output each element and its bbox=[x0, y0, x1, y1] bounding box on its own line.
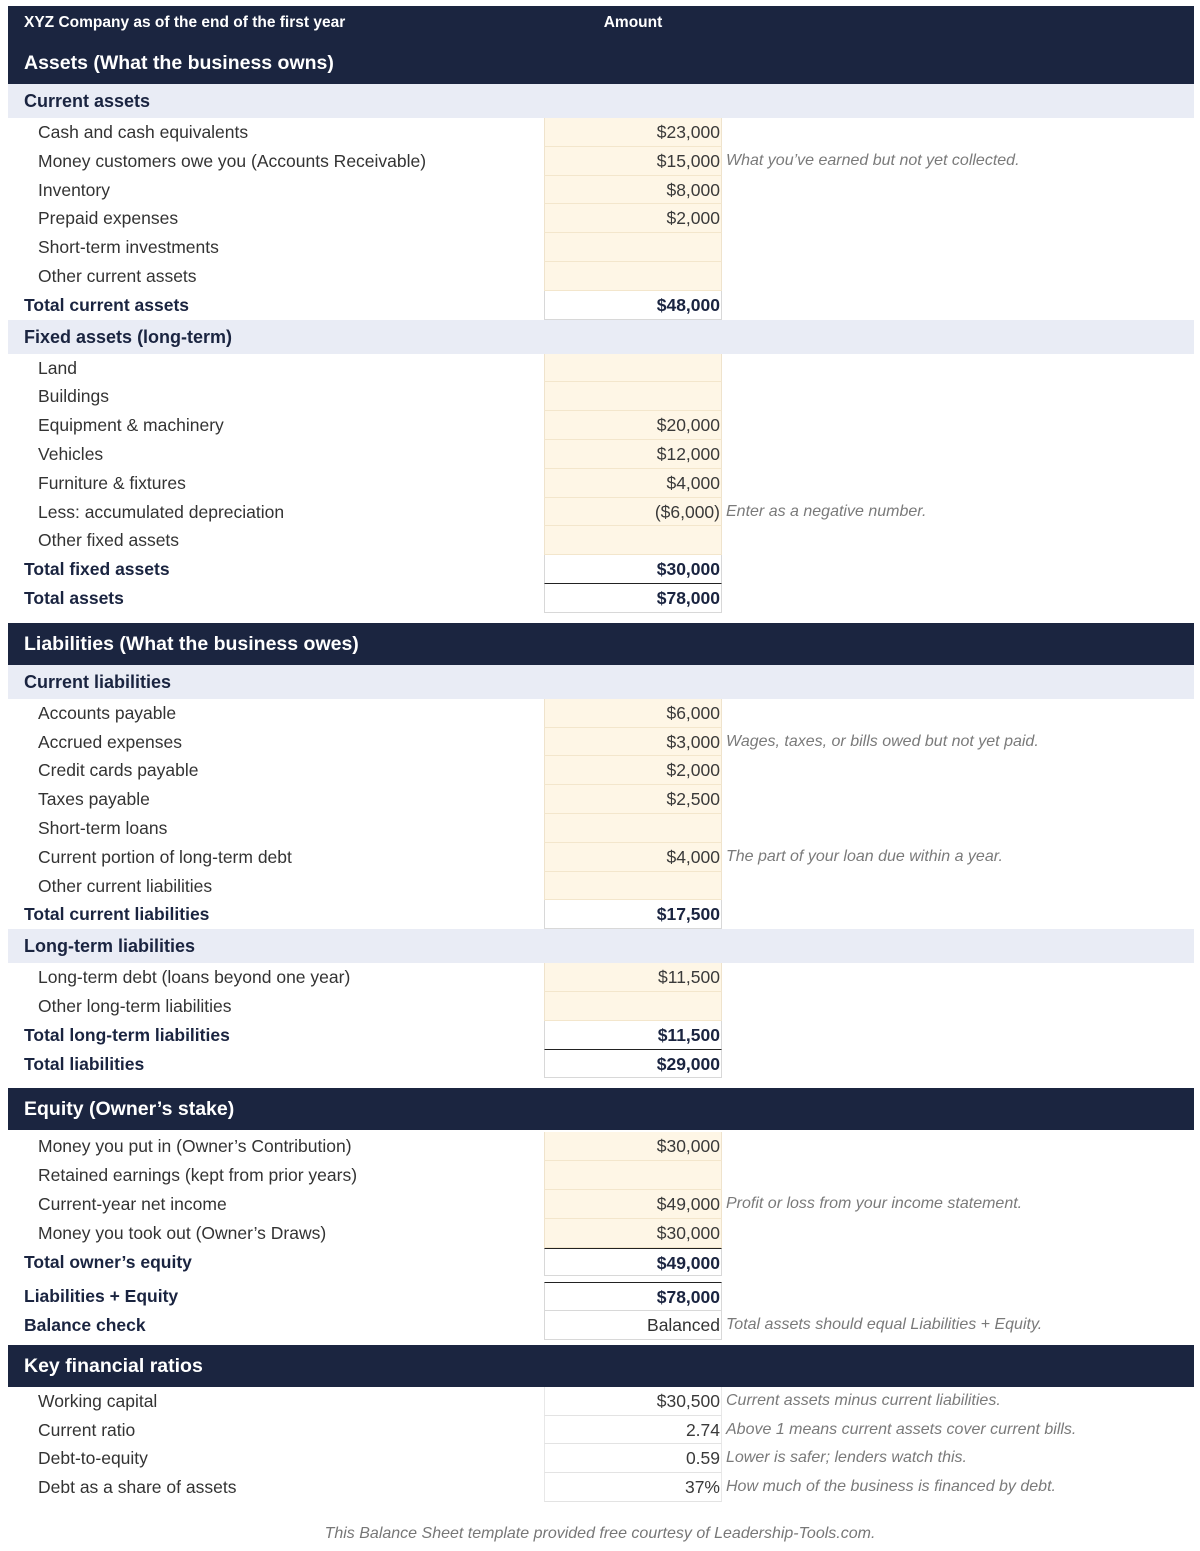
line-item-label: Debt-to-equity bbox=[38, 1448, 148, 1469]
line-item-row bbox=[8, 354, 1194, 383]
total-liabilities-row bbox=[8, 1050, 1194, 1079]
total-equity-row bbox=[8, 1248, 1194, 1277]
line-item-row bbox=[8, 728, 1194, 757]
total-assets-row bbox=[8, 584, 1194, 613]
row-note: Enter as a negative number. bbox=[726, 502, 927, 520]
row-note: Profit or loss from your income statement. bbox=[726, 1194, 1023, 1212]
long-term-liabilities-rows bbox=[8, 963, 1194, 1021]
total-current-assets-value[interactable]: $48,000 bbox=[544, 291, 722, 320]
balance-check-row bbox=[8, 1311, 1194, 1340]
total-label: Total long-term liabilities bbox=[24, 1024, 230, 1045]
line-item-label: Less: accumulated depreciation bbox=[38, 501, 285, 522]
line-item-label: Equipment & machinery bbox=[38, 415, 224, 436]
line-item-label: Inventory bbox=[38, 179, 110, 200]
line-item-row bbox=[8, 1219, 1194, 1248]
equity-rows bbox=[8, 1132, 1194, 1247]
line-item-row bbox=[8, 756, 1194, 785]
line-item-row bbox=[8, 843, 1194, 872]
amount-cell[interactable]: $2,500 bbox=[544, 785, 722, 814]
total-assets-value[interactable]: $78,000 bbox=[544, 584, 722, 613]
amount-cell[interactable] bbox=[544, 262, 722, 291]
amount-cell[interactable]: $4,000 bbox=[544, 843, 722, 872]
row-note: Lower is safer; lenders watch this. bbox=[726, 1449, 967, 1467]
total-label: Liabilities + Equity bbox=[24, 1286, 179, 1307]
current-liabilities-rows bbox=[8, 699, 1194, 901]
line-item-label: Other long-term liabilities bbox=[38, 995, 232, 1016]
long-term-liabilities-header: Long-term liabilities bbox=[8, 929, 1194, 963]
line-item-row bbox=[8, 1473, 1194, 1502]
line-item-row bbox=[8, 1387, 1194, 1416]
current-liabilities-header: Current liabilities bbox=[8, 665, 1194, 699]
amount-cell[interactable]: $4,000 bbox=[544, 469, 722, 498]
amount-cell[interactable] bbox=[544, 872, 722, 901]
amount-cell[interactable] bbox=[544, 526, 722, 555]
line-item-row bbox=[8, 176, 1194, 205]
line-item-row bbox=[8, 498, 1194, 527]
amount-cell[interactable]: $30,500 bbox=[544, 1387, 722, 1416]
amount-cell[interactable]: $12,000 bbox=[544, 440, 722, 469]
line-item-label: Prepaid expenses bbox=[38, 208, 179, 229]
current-assets-rows bbox=[8, 118, 1194, 291]
total-equity-value[interactable]: $49,000 bbox=[544, 1248, 722, 1277]
row-note: How much of the business is financed by debt. bbox=[726, 1478, 1056, 1496]
amount-cell[interactable]: 0.59 bbox=[544, 1444, 722, 1473]
line-item-label: Buildings bbox=[38, 386, 110, 407]
line-item-row bbox=[8, 469, 1194, 498]
assets-section-header: Assets (What the business owns) bbox=[8, 42, 1194, 84]
total-label: Total liabilities bbox=[24, 1053, 145, 1074]
liabilities-plus-equity-row bbox=[8, 1282, 1194, 1311]
line-item-label: Vehicles bbox=[38, 443, 104, 464]
amount-cell[interactable] bbox=[544, 233, 722, 262]
line-item-row bbox=[8, 1444, 1194, 1473]
amount-cell[interactable]: $2,000 bbox=[544, 756, 722, 785]
total-fixed-assets-value[interactable]: $30,000 bbox=[544, 555, 722, 584]
line-item-row bbox=[8, 411, 1194, 440]
amount-cell[interactable]: ($6,000) bbox=[544, 498, 722, 527]
balance-sheet bbox=[8, 6, 1194, 1502]
amount-cell[interactable]: $6,000 bbox=[544, 699, 722, 728]
liabilities-plus-equity-value[interactable]: $78,000 bbox=[544, 1282, 722, 1311]
line-item-row bbox=[8, 699, 1194, 728]
line-item-row bbox=[8, 1416, 1194, 1445]
amount-cell[interactable]: $20,000 bbox=[544, 411, 722, 440]
row-note: Total assets should equal Liabilities + Equity. bbox=[726, 1316, 1043, 1334]
line-item-label: Short-term loans bbox=[38, 817, 168, 838]
amount-cell[interactable]: $15,000 bbox=[544, 147, 722, 176]
balance-check-value[interactable]: Balanced bbox=[544, 1311, 722, 1340]
footer-credit: This Balance Sheet template provided free courtesy of Leadership-Tools.com. bbox=[324, 1525, 876, 1542]
line-item-label: Cash and cash equivalents bbox=[38, 122, 249, 142]
row-note: What you’ve earned but not yet collected. bbox=[726, 151, 1020, 169]
line-item-row bbox=[8, 1161, 1194, 1190]
total-label: Total owner’s equity bbox=[24, 1251, 192, 1272]
amount-cell[interactable]: 2.74 bbox=[544, 1416, 722, 1445]
line-item-label: Current ratio bbox=[38, 1419, 136, 1440]
line-item-row bbox=[8, 814, 1194, 843]
total-label: Total current liabilities bbox=[24, 904, 210, 925]
line-item-row bbox=[8, 382, 1194, 411]
line-item-label: Short-term investments bbox=[38, 237, 219, 258]
row-note: The part of your loan due within a year. bbox=[726, 847, 1003, 865]
amount-cell[interactable] bbox=[544, 354, 722, 383]
line-item-label: Current portion of long-term debt bbox=[38, 846, 292, 867]
liabilities-section-header: Liabilities (What the business owes) bbox=[8, 623, 1194, 665]
amount-cell[interactable]: $49,000 bbox=[544, 1190, 722, 1219]
amount-column-header: Amount bbox=[603, 14, 663, 31]
line-item-row bbox=[8, 233, 1194, 262]
ratio-rows bbox=[8, 1387, 1194, 1502]
row-note: Current assets minus current liabilities. bbox=[726, 1391, 1001, 1409]
line-item-label: Current-year net income bbox=[38, 1193, 227, 1214]
line-item-label: Other current assets bbox=[38, 265, 197, 286]
total-current-assets-row bbox=[8, 291, 1194, 320]
line-item-label: Taxes payable bbox=[38, 789, 150, 810]
amount-cell[interactable] bbox=[544, 992, 722, 1021]
total-label: Total assets bbox=[24, 587, 124, 608]
line-item-row bbox=[8, 147, 1194, 176]
total-long-term-liabilities-row bbox=[8, 1021, 1194, 1050]
amount-cell[interactable]: 37% bbox=[544, 1473, 722, 1502]
line-item-row bbox=[8, 992, 1194, 1021]
amount-cell[interactable]: $11,500 bbox=[544, 963, 722, 992]
line-item-row bbox=[8, 1190, 1194, 1219]
line-item-label: Credit cards payable bbox=[38, 760, 199, 781]
amount-cell[interactable] bbox=[544, 1161, 722, 1190]
line-item-label: Accrued expenses bbox=[38, 731, 182, 752]
row-note: Wages, taxes, or bills owed but not yet paid. bbox=[726, 732, 1039, 750]
total-label: Balance check bbox=[24, 1315, 146, 1336]
total-fixed-assets-row bbox=[8, 555, 1194, 584]
amount-cell[interactable]: $3,000 bbox=[544, 728, 722, 757]
fixed-assets-header: Fixed assets (long-term) bbox=[8, 320, 1194, 354]
line-item-row bbox=[8, 963, 1194, 992]
line-item-label: Working capital bbox=[38, 1390, 158, 1411]
amount-cell[interactable]: $2,000 bbox=[544, 204, 722, 233]
total-long-term-liabilities-value[interactable]: $11,500 bbox=[544, 1021, 722, 1050]
line-item-label: Money customers owe you (Accounts Receivable) bbox=[38, 150, 427, 171]
equity-section-header: Equity (Owner’s stake) bbox=[8, 1088, 1194, 1130]
line-item-row bbox=[8, 262, 1194, 291]
total-current-liabilities-row bbox=[8, 900, 1194, 929]
sheet-title: XYZ Company as of the end of the first year bbox=[24, 14, 346, 31]
total-label: Total current assets bbox=[24, 294, 190, 315]
fixed-assets-rows bbox=[8, 354, 1194, 556]
amount-cell[interactable]: $8,000 bbox=[544, 176, 722, 205]
line-item-label: Retained earnings (kept from prior years) bbox=[38, 1165, 358, 1186]
line-item-row bbox=[8, 526, 1194, 555]
line-item-label: Other current liabilities bbox=[38, 875, 213, 896]
line-item-label: Money you took out (Owner’s Draws) bbox=[38, 1222, 327, 1243]
line-item-row bbox=[8, 440, 1194, 469]
line-item-row bbox=[8, 204, 1194, 233]
line-item-label: Accounts payable bbox=[38, 702, 177, 723]
line-item-row bbox=[8, 118, 1194, 147]
amount-cell[interactable]: $30,000 bbox=[544, 1132, 722, 1161]
line-item-label: Money you put in (Owner’s Contribution) bbox=[38, 1136, 352, 1157]
amount-cell[interactable] bbox=[544, 382, 722, 411]
amount-cell[interactable]: $30,000 bbox=[544, 1219, 722, 1248]
line-item-label: Furniture & fixtures bbox=[38, 472, 186, 493]
line-item-row bbox=[8, 1132, 1194, 1161]
line-item-row bbox=[8, 785, 1194, 814]
row-note: Above 1 means current assets cover current bills. bbox=[726, 1420, 1077, 1438]
total-liabilities-value[interactable]: $29,000 bbox=[544, 1050, 722, 1079]
line-item-row bbox=[8, 872, 1194, 901]
total-label: Total fixed assets bbox=[24, 559, 170, 580]
amount-cell[interactable] bbox=[544, 814, 722, 843]
line-item-label: Other fixed assets bbox=[38, 530, 180, 551]
line-item-label: Long-term debt (loans beyond one year) bbox=[38, 967, 351, 988]
line-item-label: Debt as a share of assets bbox=[38, 1477, 237, 1498]
current-assets-header: Current assets bbox=[8, 84, 1194, 118]
sheet-header bbox=[8, 6, 1194, 42]
total-current-liabilities-value[interactable]: $17,500 bbox=[544, 900, 722, 929]
amount-cell[interactable]: $23,000 bbox=[544, 118, 722, 147]
ratios-section-header: Key financial ratios bbox=[8, 1345, 1194, 1387]
line-item-label: Land bbox=[38, 357, 77, 378]
